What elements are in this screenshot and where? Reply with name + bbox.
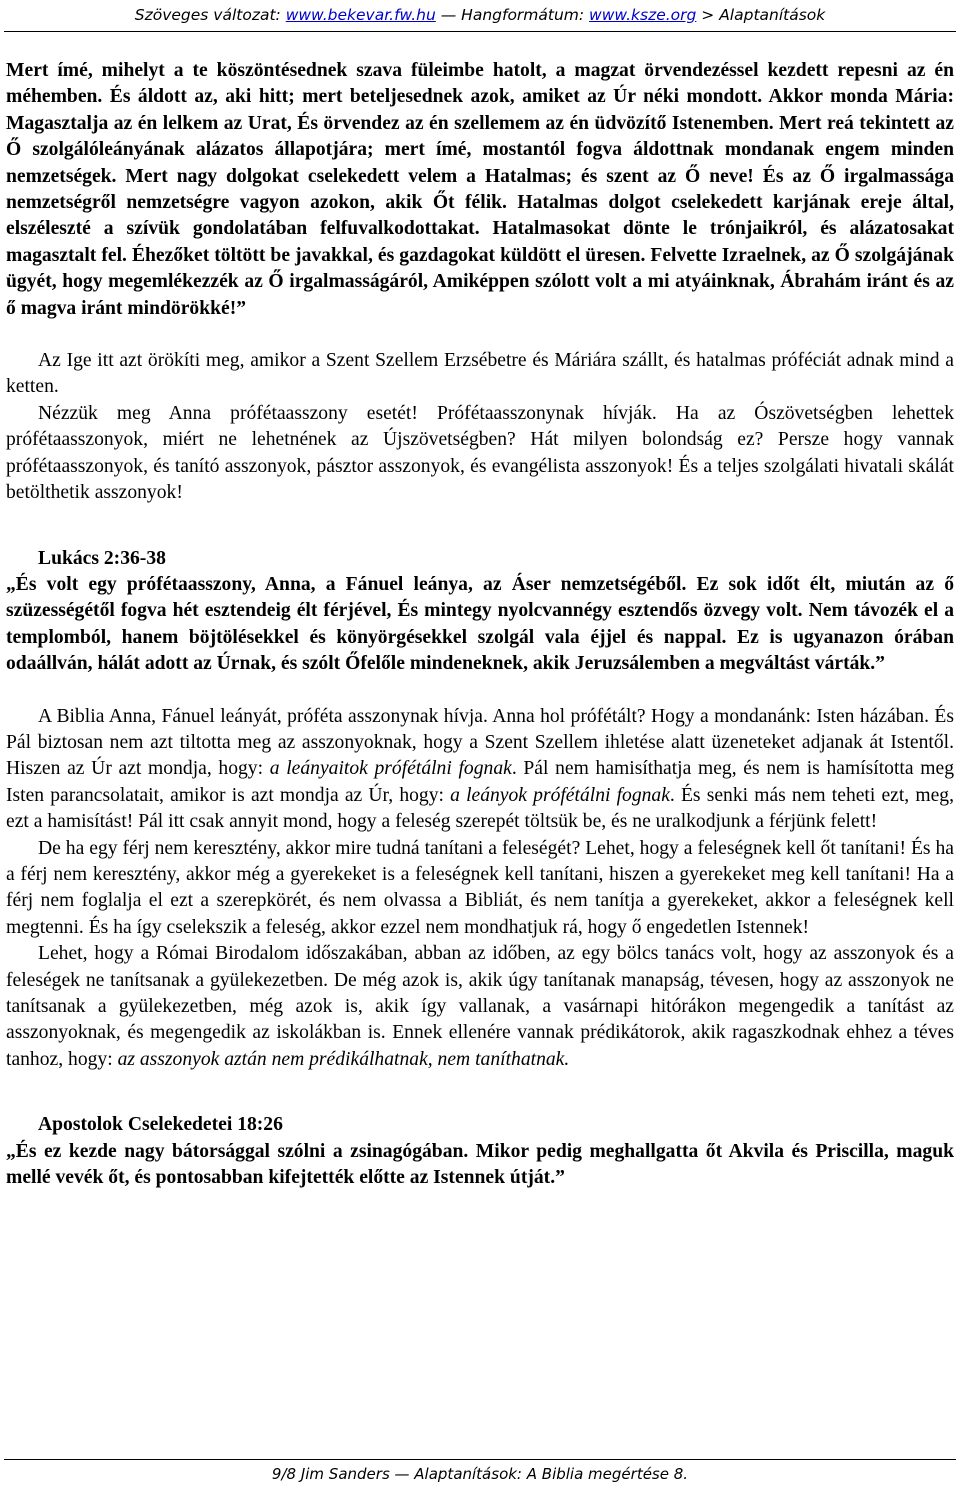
paragraph-commentary-2: Nézzük meg Anna prófétaasszony esetét! Prófétaasszonynak hívják. Ha az Ószövetségben lehettek prófétaasszonyok, miért ne lehetnének az Újszövetségben? Hát milyen bolondság ez? Persze hogy vannak prófétaasszonyok, és tanító asszonyok, pásztor asszonyok, és evangélista asszonyok! És a teljes szolgálati hivatali skálát betölthetik asszonyok! <box>6 402 954 504</box>
page-footer: 9/8 Jim Sanders — Alaptanítások: A Biblia megértése 8. <box>271 1465 689 1483</box>
paragraph-magnificat: Mert ímé, mihelyt a te köszöntésednek szava füleimbe hatolt, a magzat örvendezéssel kezdett repesni az én méhemben. És áldott az, aki hitt; mert beteljesednek azok, amiket az Úr néki mondott. Akkor monda Mária: Magasztalja az én lelkem az Urat, És örvendez az én szellemem az én üdvözítő Istenemben. Mert reá tekintett az Ő szolgálóleányának alázatos állapotjára; mert ímé, mostantól fogva áldottnak mondanak engem minden nemzetségek. Mert nagy dolgokat cselekedett velem a Hatalmas; és szent az Ő neve! És az Ő irgalmassága nemzetségről nemzetségre vagyon azokon, akik Őt félik. Hatalmas dolgot cselekedett karjának ereje által, elszéleszté a szívük gondolatában felfuvalkodottakat. Hatalmasokat dönte le trónjaikról, és alázatosakat magasztalt fel. Éhezőket töltött be javakkal, és gazdagokat küldött el üresen. Felvette Izraelnek, az Ő szolgájának ügyét, hogy megemlékezzék az Ő irgalmasságáról, Amiképpen szólott volt a mi atyáinknak, Ábrahám iránt és az ő magva iránt mindörökké!” <box>6 60 954 319</box>
paragraph-commentary-1: Az Ige itt azt örökíti meg, amikor a Szent Szellem Erzsébetre és Máriára szállt, és hatalmas próféciát adnak mind a ketten. <box>6 350 954 398</box>
paragraph-roman-empire <box>6 941 954 1073</box>
scripture-reference-acts: Apostolok Cselekedetei 18:26 <box>38 1114 283 1136</box>
document-body <box>6 58 954 1191</box>
scripture-reference-luke: Lukács 2:36-38 <box>38 547 166 569</box>
header-prefix: Szöveges változat: <box>134 6 286 24</box>
quote-italic-1: a leányaitok prófétálni fognak <box>269 758 512 780</box>
scripture-quote-luke: „És volt egy prófétaasszony, Anna, a Fánuel leánya, az Áser nemzetségéből. Ez sok időt élt, miután az ő szüzességétől fogva hét esztendeig élt férjével, És mintegy nyolcvannégy esztendős özvegy volt. Nem távozék el a templomból, hanem böjtölésekkel és könyörgésekkel szolgál vala éjjel és nappal. Ez is ugyanazon órában odaállván, hálát adott az Úrnak, és szólt Őfelőle mindeneknek, akik Jeruzsálemben a megváltást várták.” <box>6 573 954 675</box>
footer-divider <box>4 1459 956 1460</box>
paragraph-anna-text-c: . És senki más nem teheti ezt, meg, ezt a hamisítást! Pál itt csak annyit mond, hogy a feleség szerepét töltsük be, és ne uralkodjunk a férjünk felett! <box>6 784 954 833</box>
quote-italic-2: a leányok prófétálni fognak <box>450 784 670 806</box>
paragraph-anna-text-b: . Pál nem hamisíthatja meg, és nem is hamísította meg Isten parancsolatait, amikor is azt mondja az Úr, hogy: <box>6 758 954 806</box>
ksze-link[interactable]: www.ksze.org <box>589 6 697 24</box>
header-suffix: > Alaptanítások <box>696 6 826 24</box>
paragraph-anna-text-a: A Biblia Anna, Fánuel leányát, próféta asszonynak hívja. Anna hol prófétált? Hogy a mondanánk: Isten házában. És Pál biztosan nem azt tiltotta meg az asszonyoknak, hogy a Szent Szellem ihletése alatt üzeneteket adjanak át Istentől. Hiszen az Úr azt mondja, hogy: <box>6 705 954 780</box>
paragraph-anna <box>6 704 954 836</box>
paragraph-roman-empire-text: Lehet, hogy a Római Birodalom időszakában, abban az időben, az egy bölcs tanács volt, hogy az asszonyok és a feleségek ne tanítsanak a gyülekezetben. De még azok is, akik úgy tanítanak manapság, tévesen, hogy az asszonyok ne tanítsanak a gyülekezetben, még azok is, akik így vallanak, a vasárnapi hitórákon megengedik a tanítást az asszonyoknak, és megengedik az iskolákban is. Ennek ellenére vannak prédikátorok, akik ragaszkodnak ehhez a téves tanhoz, hogy: <box>6 943 954 1070</box>
header-divider <box>4 31 956 32</box>
page-header <box>0 6 960 24</box>
bekevar-link[interactable]: www.bekevar.fw.hu <box>285 6 436 24</box>
paragraph-husband: De ha egy férj nem keresztény, akkor mire tudná tanítani a feleségét? Lehet, hogy a feleségnek kell őt tanítani! És ha a férj nem keresztény, akkor még a gyerekeket is a feleségnek kell tanítani, hiszen a gyerekeket meg kell tanítani! Ha a férj nem foglalja el ezt a szerepkörét, és nem olvassa a Bibliát, és nem tanítja a gyerekeket, akkor a feleségnek kell megtenni. És ha így cselekszik a feleség, akkor ezzel nem mondhatjuk rá, hogy ő engedetlen Istennek! <box>6 837 954 938</box>
scripture-quote-acts: „És ez kezde nagy bátorsággal szólni a zsinagógában. Mikor pedig meghallgatta őt Akvila és Priscilla, maguk mellé vevék őt, és pontosabban kifejtették előtte az Istennek útját.” <box>6 1140 954 1189</box>
header-middle: — Hangformátum: <box>435 6 590 24</box>
quote-italic-3: az asszonyok aztán nem prédikálhatnak, nem taníthatnak. <box>117 1048 570 1070</box>
